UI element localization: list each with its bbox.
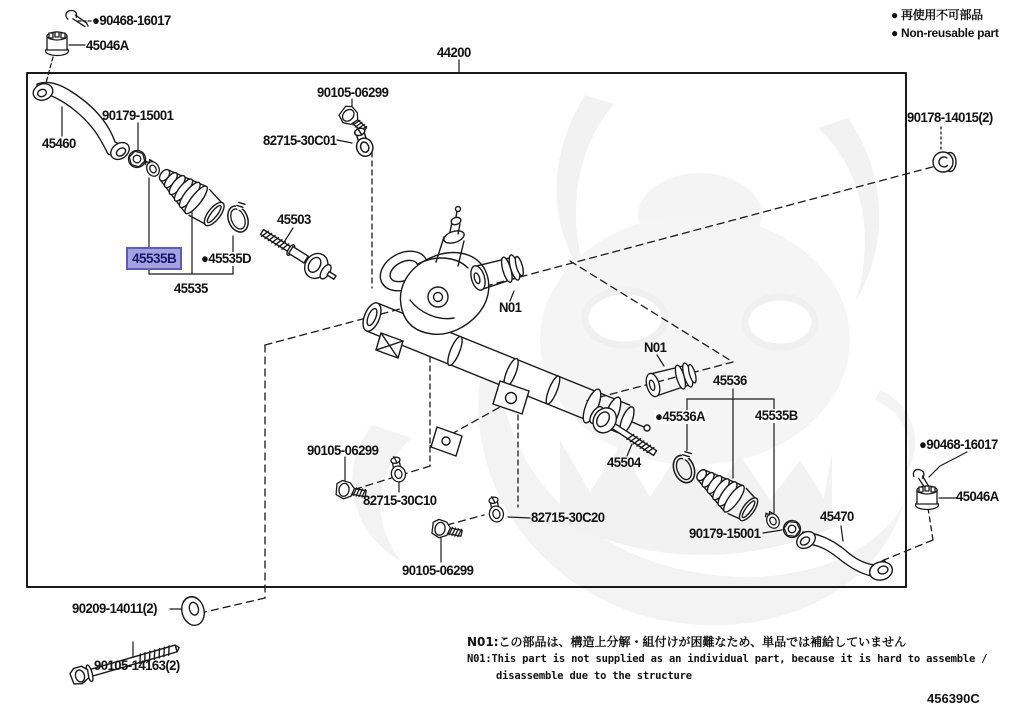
part-label-45046a-left[interactable]: 45046A: [86, 38, 129, 53]
part-label-45504[interactable]: 45504: [607, 455, 641, 470]
part-label-45535b-right[interactable]: 45535B: [754, 408, 798, 423]
castle-nut-left-icon: [46, 32, 69, 56]
figure-code: 456390C: [927, 691, 980, 706]
part-label-45470[interactable]: 45470: [820, 509, 854, 524]
part-label-45535[interactable]: 45535: [174, 281, 208, 296]
part-label-45046a-right[interactable]: 45046A: [956, 489, 999, 504]
footnote-n01-jp: N01:この部品は、構造上分解・組付けが困難なため、単品では補給していません: [467, 635, 907, 649]
cotter-pin-left-icon: [65, 10, 90, 27]
part-label-45535d[interactable]: ●45535D: [200, 251, 252, 266]
part-label-90105-06299-bot[interactable]: 90105-06299: [402, 563, 474, 578]
part-label-90468-16017-left[interactable]: ●90468-16017: [92, 13, 171, 28]
bolt-top-icon: [336, 103, 370, 136]
part-label-45503[interactable]: 45503: [277, 212, 311, 227]
part-label-82715-30c01[interactable]: 82715-30C01: [263, 133, 337, 148]
footnote-n01-en2: disassemble due to the structure: [496, 670, 692, 682]
footnote-ref-n01-upper: N01: [499, 300, 522, 315]
inner-tie-rod-left-icon: [255, 221, 342, 289]
rack-end-nut-left-icon: [127, 149, 148, 170]
part-label-90105-06299-top[interactable]: 90105-06299: [317, 85, 389, 100]
legend-non-reusable-jp: ● 再使用不可部品: [891, 8, 983, 22]
part-label-45535b-selected[interactable]: 45535B: [126, 247, 182, 270]
boot-clamp-ring-left-icon: [224, 201, 255, 235]
flange-nut-icon: [933, 152, 956, 172]
part-label-44200[interactable]: 44200: [437, 45, 471, 60]
part-label-82715-30c20[interactable]: 82715-30C20: [531, 510, 605, 525]
part-label-90179-15001-right[interactable]: 90179-15001: [689, 526, 761, 541]
part-label-45460[interactable]: 45460: [42, 136, 76, 151]
part-label-90105-14163[interactable]: 90105-14163(2): [94, 658, 180, 673]
castle-nut-right-icon: [916, 486, 939, 510]
clamp-30c01-icon: [351, 125, 376, 158]
part-label-82715-30c10[interactable]: 82715-30C10: [363, 493, 437, 508]
part-label-45536a[interactable]: ●45536A: [654, 409, 706, 424]
boot-clamp-b-left-icon: [143, 157, 161, 178]
rack-end-nut-right-icon: [783, 520, 801, 538]
part-label-45536[interactable]: 45536: [713, 373, 747, 388]
part-label-90105-06299-mid[interactable]: 90105-06299: [307, 443, 379, 458]
legend-non-reusable-en: ● Non-reusable part: [891, 26, 999, 40]
washer-icon: [179, 594, 208, 628]
part-label-90209-14011[interactable]: 90209-14011(2): [72, 601, 158, 616]
part-label-90179-15001-left[interactable]: 90179-15001: [102, 108, 174, 123]
footnote-ref-n01-lower: N01: [644, 340, 667, 355]
mount-bushing-upper-icon: [468, 253, 526, 292]
steering-boot-left-icon: [151, 159, 229, 231]
part-label-90178-14015[interactable]: 90178-14015(2): [907, 110, 993, 125]
part-label-90468-16017-right[interactable]: ●90468-16017: [919, 437, 998, 452]
footnote-n01-en1: N01:This part is not supplied as an individual part, because it is hard to assemble /: [467, 653, 988, 665]
